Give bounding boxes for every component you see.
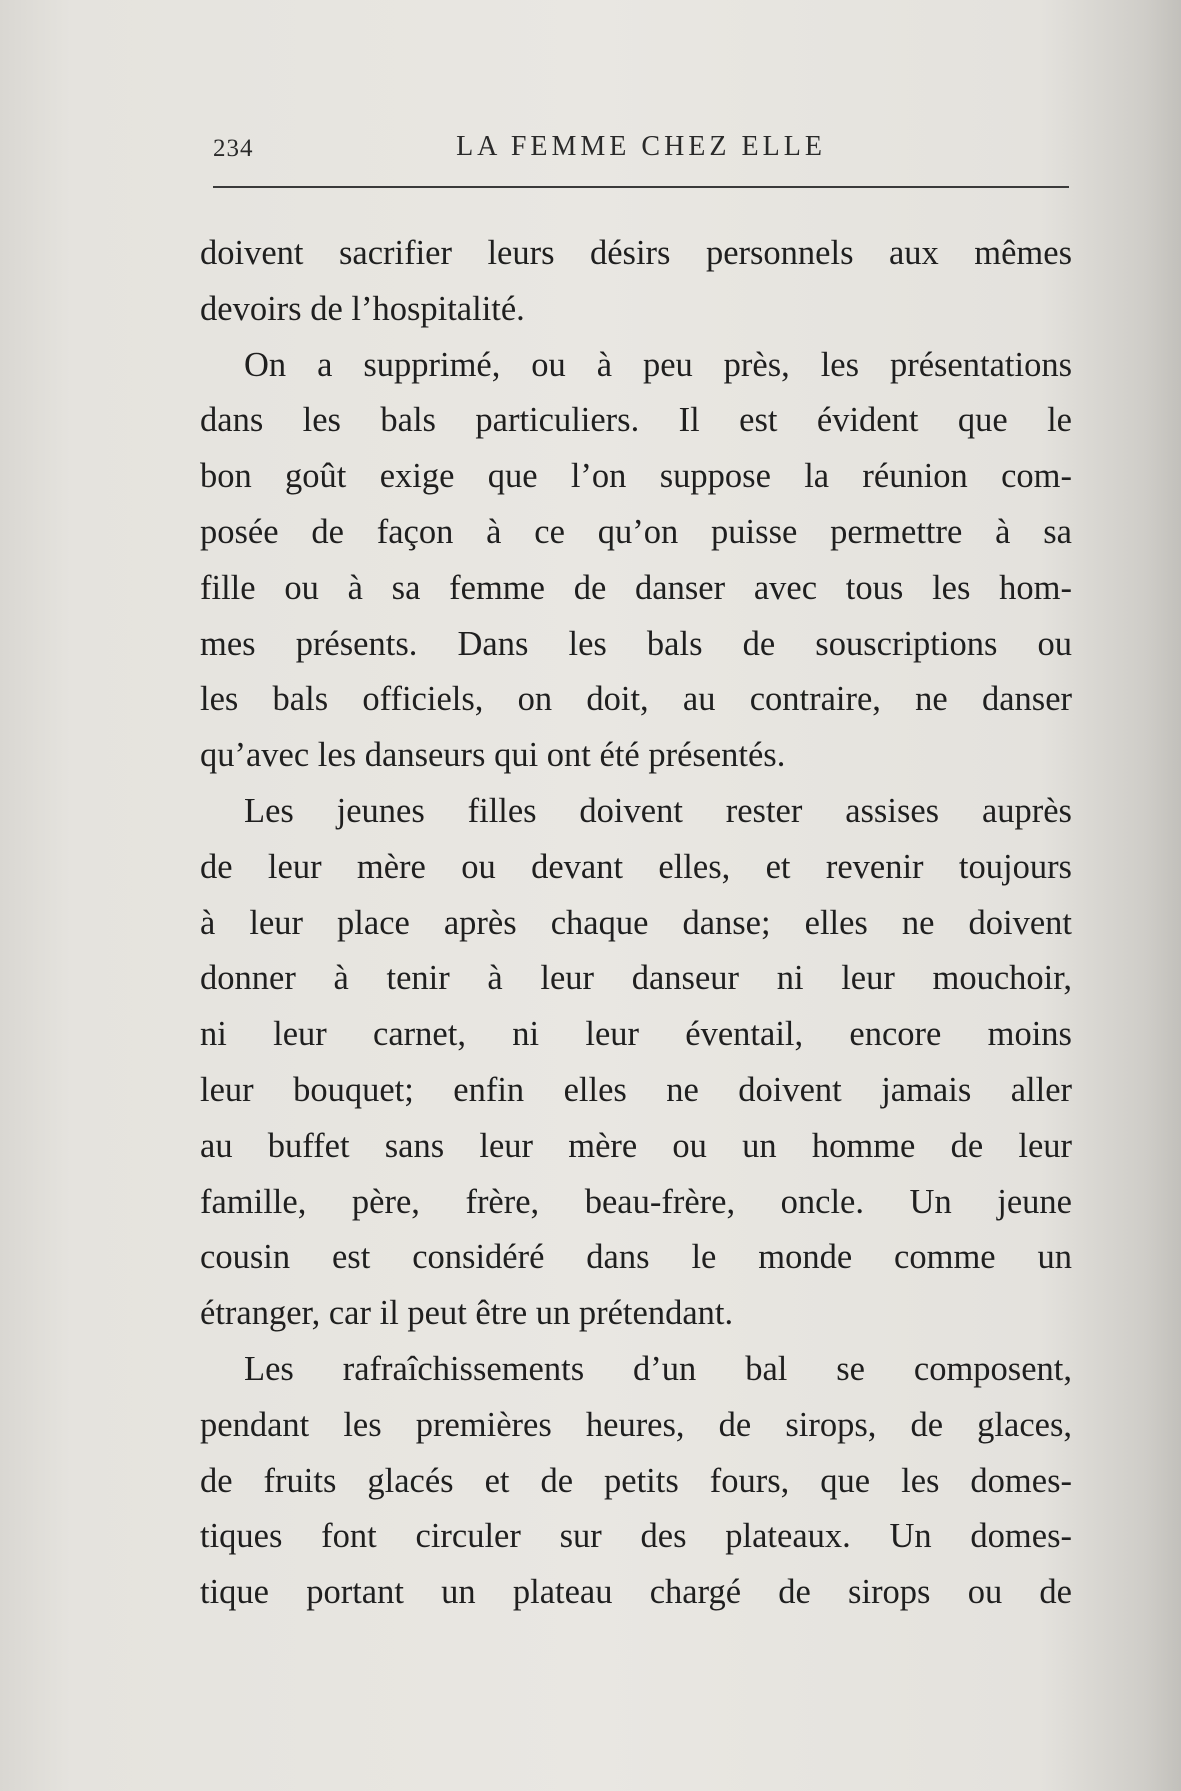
text-line: tiques font circuler sur des plateaux. Un domes- [200, 1517, 1072, 1556]
text-line: devoirs de l’hospitalité. [200, 289, 525, 328]
text-line: les bals officiels, on doit, au contraire, ne danser [200, 680, 1072, 719]
text-line: doivent sacrifier leurs désirs personnels aux mêmes [200, 234, 1072, 272]
text-line: posée de façon à ce qu’on puisse permettre à sa [200, 512, 1072, 551]
text-line: au buffet sans leur mère ou un homme de leur [200, 1126, 1072, 1165]
text-line: Les jeunes filles doivent rester assises auprès [244, 791, 1072, 830]
header-rule [213, 186, 1069, 188]
text-line: leur bouquet; enfin elles ne doivent jamais aller [200, 1070, 1072, 1109]
text-line: qu’avec les danseurs qui ont été présentés. [200, 736, 786, 775]
text-line: fille ou à sa femme de danser avec tous les hom- [200, 568, 1072, 607]
text-line: tique portant un plateau chargé de sirops ou de [200, 1573, 1072, 1612]
text-line: mes présents. Dans les bals de souscriptions ou [200, 624, 1072, 663]
running-title: LA FEMME CHEZ ELLE [456, 131, 826, 162]
text-line: cousin est considéré dans le monde comme un [200, 1238, 1072, 1277]
text-line: de leur mère ou devant elles, et revenir toujours [200, 847, 1072, 886]
text-line: bon goût exige que l’on suppose la réunion com- [200, 457, 1072, 496]
page-number: 234 [213, 135, 254, 162]
text-line: étranger, car il peut être un prétendant. [200, 1294, 734, 1333]
text-line: Les rafraîchissements d’un bal se composent, [244, 1349, 1072, 1388]
text-line: pendant les premières heures, de sirops, de glaces, [200, 1405, 1072, 1444]
running-head [213, 131, 1069, 171]
text-line: dans les bals particuliers. Il est évident que le [200, 401, 1072, 440]
body-text [200, 226, 1072, 1621]
text-line: ni leur carnet, ni leur éventail, encore moins [200, 1015, 1072, 1054]
text-line: de fruits glacés et de petits fours, que les domes- [200, 1461, 1072, 1500]
text-line: famille, père, frère, beau-frère, oncle. Un jeune [200, 1182, 1072, 1221]
text-line: à leur place après chaque danse; elles ne doivent [200, 903, 1072, 942]
text-line: On a supprimé, ou à peu près, les présentations [244, 345, 1072, 384]
text-line: donner à tenir à leur danseur ni leur mouchoir, [200, 959, 1072, 998]
